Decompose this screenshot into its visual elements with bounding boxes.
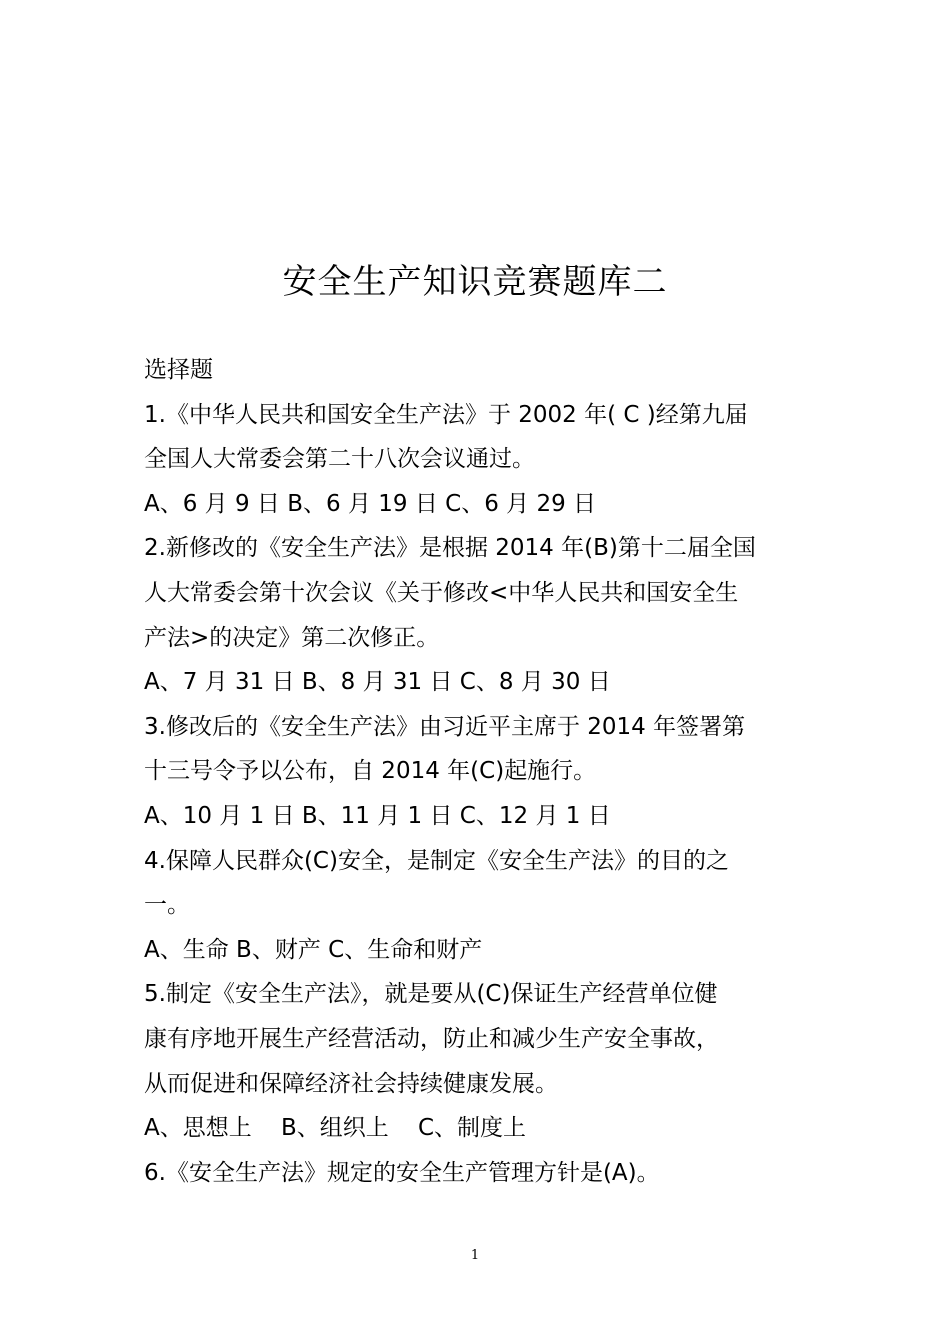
question-5-options: A、思想上 B、组织上 C、制度上 (144, 1115, 527, 1142)
question-2-line-3: 产法>的决定》第二次修正。 (144, 624, 440, 651)
document-body (144, 348, 809, 1195)
question-2-line-1: 2.新修改的《安全生产法》是根据 2014 年(B)第十二届全国 (144, 535, 756, 562)
question-5-line-3: 从而促进和保障经济社会持续健康发展。 (144, 1070, 558, 1097)
question-3-options: A、10 月 1 日 B、11 月 1 日 C、12 月 1 日 (144, 802, 611, 829)
question-6-line-1: 6.《安全生产法》规定的安全生产管理方针是(A)。 (144, 1159, 660, 1186)
question-2-line-2: 人大常委会第十次会议《关于修改<中华人民共和国安全生 (144, 579, 739, 606)
question-5-line-1: 5.制定《安全生产法》，就是要从(C)保证生产经营单位健 (144, 981, 718, 1008)
question-4-options: A、生命 B、财产 C、生命和财产 (144, 936, 483, 963)
question-1-line-2: 全国人大常委会第二十八次会议通过。 (144, 446, 535, 473)
question-4-line-2: 一。 (144, 892, 190, 919)
question-1-options: A、6 月 9 日 B、6 月 19 日 C、6 月 29 日 (144, 490, 597, 517)
question-3-line-2: 十三号令予以公布，自 2014 年(C)起施行。 (144, 758, 597, 785)
document-title: 安全生产知识竞赛题库二 (282, 262, 668, 302)
question-4-line-1: 4.保障人民群众(C)安全，是制定《安全生产法》的目的之 (144, 847, 729, 874)
question-3-line-1: 3.修改后的《安全生产法》由习近平主席于 2014 年签署第 (144, 713, 746, 740)
question-1-line-1: 1.《中华人民共和国安全生产法》于 2002 年( C )经第九届 (144, 401, 748, 428)
page-number: 1 (470, 1248, 480, 1263)
question-2-options: A、7 月 31 日 B、8 月 31 日 C、8 月 30 日 (144, 669, 611, 696)
section-heading: 选择题 (144, 357, 213, 383)
question-5-line-2: 康有序地开展生产经营活动，防止和减少生产安全事故， (144, 1025, 719, 1052)
